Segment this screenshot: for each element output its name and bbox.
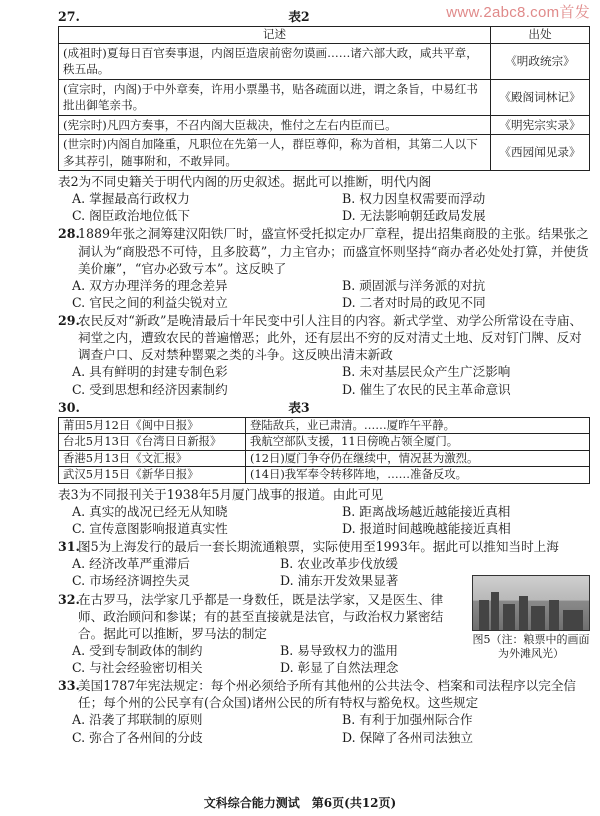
table-cell-source: 台北5月13日《台湾日日新报》 xyxy=(59,434,246,451)
option-b[interactable]: B. 权力因皇权需要而浮动 xyxy=(342,191,486,207)
table-cell-text: (宪宗时)凡四方奏事，不召内阁大臣裁决，惟付之左右内臣而已。 xyxy=(59,115,491,134)
option-a[interactable]: A. 受到专制政体的制约 xyxy=(72,642,203,658)
question-29 xyxy=(58,312,590,398)
question-31-32-block xyxy=(58,538,590,676)
table-cell-text: (12日)厦门争夺仍在继续中，情况甚为激烈。 xyxy=(246,450,590,467)
table-row xyxy=(59,450,590,467)
site-watermark: www.2abc8.com首发 xyxy=(446,4,590,21)
table-row xyxy=(59,79,590,115)
option-d[interactable]: D. 催生了农民的民主革命意识 xyxy=(342,381,511,397)
option-d[interactable]: D. 浦东开发效果显著 xyxy=(280,573,399,589)
option-d[interactable]: D. 保障了各州司法独立 xyxy=(342,729,473,745)
question-number: 33. xyxy=(58,678,80,694)
option-c[interactable]: C. 与社会经验密切相关 xyxy=(72,660,203,676)
table-title: 表3 xyxy=(288,399,310,415)
table-header: 出处 xyxy=(491,27,590,44)
table-header: 记述 xyxy=(59,27,491,44)
table-row xyxy=(59,135,590,171)
option-d[interactable]: D. 彰显了自然法理念 xyxy=(280,660,399,676)
table-3 xyxy=(58,417,590,484)
option-c[interactable]: C. 官民之间的利益尖锐对立 xyxy=(72,294,228,310)
table-row xyxy=(59,115,590,134)
question-stem: 图5为上海发行的最后一套长期流通粮票，实际使用至1993年。据此可以推知当时上海 xyxy=(78,539,559,555)
question-stem: 美国1787年宪法规定：每个州必须给予所有其他州的公共法令、档案和司法程序以完全信任；每个州的公民享有(合众国)诸州公民的所有特权与豁免权。这些规定 xyxy=(78,678,577,711)
question-number: 28. xyxy=(58,226,80,242)
table-cell-source: 武汉5月15日《新华日报》 xyxy=(59,467,246,484)
table-row xyxy=(59,43,590,79)
question-number: 27. xyxy=(58,9,80,24)
answer-options xyxy=(58,363,590,397)
option-b[interactable]: B. 顽固派与洋务派的对抗 xyxy=(342,277,486,293)
option-d[interactable]: D. 二者对时局的政见不同 xyxy=(342,294,486,310)
table-row xyxy=(59,434,590,451)
answer-options xyxy=(58,555,466,589)
question-stem: 在古罗马，法学家几乎都是一身数任，既是法学家，又是医生、律师、政治顾问和参谋；有的甚至直接就是法官，与政治权力紧密结合。据此可以推断，罗马法的制定 xyxy=(78,591,444,641)
option-a[interactable]: A. 具有鲜明的封建专制色彩 xyxy=(72,364,228,380)
figure-5 xyxy=(472,575,590,662)
table-2 xyxy=(58,26,590,171)
question-stem: 表2为不同史籍关于明代内阁的历史叙述。据此可以推断，明代内阁 xyxy=(58,174,432,190)
ration-coupon-image xyxy=(472,575,590,631)
option-b[interactable]: B. 距离战场越近越能接近真相 xyxy=(342,503,511,519)
table-cell-source: 《西园闻见录》 xyxy=(491,135,590,171)
table-cell-source: 《明政统宗》 xyxy=(491,43,590,79)
answer-options xyxy=(58,503,590,537)
table-cell-text: (成祖时)夏每日百官奏事退，内阁臣造扆前密勿谟画……诸六部大政，咸共平章，秩五品。 xyxy=(59,43,491,79)
page-footer: 文科综合能力测试 第6页(共12页) xyxy=(203,796,397,810)
question-28 xyxy=(58,225,590,311)
question-33 xyxy=(58,677,590,746)
table-title: 表2 xyxy=(288,9,310,24)
option-a[interactable]: A. 经济改革严重滞后 xyxy=(72,556,190,572)
option-b[interactable]: B. 农业改革步伐放缓 xyxy=(280,556,399,572)
table-row xyxy=(59,467,590,484)
question-30 xyxy=(58,399,590,538)
option-b[interactable]: B. 有利于加强州际合作 xyxy=(342,712,473,728)
option-a[interactable]: A. 掌握最高行政权力 xyxy=(72,191,190,207)
answer-options xyxy=(58,711,590,745)
table-cell-text: 登陆敌兵，业已肃清。……厦昨午平静。 xyxy=(246,417,590,434)
option-a[interactable]: A. 沿袭了邦联制的原则 xyxy=(72,712,203,728)
table-cell-text: 我航空部队支援，11日傍晚占领全厦门。 xyxy=(246,434,590,451)
figure-caption: 图5（注：粮票中的画面为外滩风光） xyxy=(472,633,590,661)
question-number: 31. xyxy=(58,539,80,555)
question-stem: 1889年张之洞筹建汉阳铁厂时，盛宣怀受托拟定办厂章程，提出招集商股的主张。结果张之洞认为“商股恐不可恃，且多胶葛”，力主官办；而盛宣怀则坚持“商办者必处处打算，并使货美价廉”，“官办必致亏本”。这反映了 xyxy=(78,226,589,276)
table-cell-text: (宣宗时，内阁)于中外章奏，许用小票墨书，贴各疏面以进，谓之条旨，中易红书批出御笔亲书。 xyxy=(59,79,491,115)
option-c[interactable]: C. 宣传意图影响报道真实性 xyxy=(72,521,228,537)
option-b[interactable]: B. 易导致权力的滥用 xyxy=(280,642,399,658)
table-cell-source: 《殿阁词林记》 xyxy=(491,79,590,115)
table-cell-text: (世宗时)内阁自加隆重，凡职位在先第一人，群臣尊仰，称为首相，其第二人以下多其荐引，随事附和，不敢异同。 xyxy=(59,135,491,171)
table-row xyxy=(59,417,590,434)
table-cell-source: 《明宪宗实录》 xyxy=(491,115,590,134)
option-c[interactable]: C. 阁臣政治地位低下 xyxy=(72,208,190,224)
option-c[interactable]: C. 市场经济调控失灵 xyxy=(72,573,190,589)
answer-options xyxy=(58,277,590,311)
table-cell-source: 香港5月13日《文汇报》 xyxy=(59,450,246,467)
exam-page xyxy=(58,8,590,746)
answer-options xyxy=(58,642,466,676)
question-number: 30. xyxy=(58,399,80,415)
option-a[interactable]: A. 双方办理洋务的理念差异 xyxy=(72,277,228,293)
question-32 xyxy=(58,591,466,677)
question-stem: 农民反对“新政”是晚清最后十年民变中引人注目的内容。新式学堂、劝学公所常设在寺庙、祠堂之内，遭致农民的普遍憎恶；此外，还有层出不穷的反对清丈土地、反对钉门牌、反对调查户口、反对禁种罂粟之类的斗争。这反映出清末新政 xyxy=(78,313,583,363)
table-cell-source: 莆田5月12日《闽中日报》 xyxy=(59,417,246,434)
question-stem: 表3为不同报刊关于1938年5月厦门战事的报道。由此可见 xyxy=(58,486,384,502)
question-27 xyxy=(58,8,590,224)
option-c[interactable]: C. 受到思想和经济因素制约 xyxy=(72,381,228,397)
option-a[interactable]: A. 真实的战况已经无从知晓 xyxy=(72,503,228,519)
question-number: 29. xyxy=(58,313,80,329)
option-c[interactable]: C. 弥合了各州间的分歧 xyxy=(72,729,203,745)
answer-options xyxy=(58,190,590,224)
table-cell-text: (14日)我军奉令转移阵地，……准备反攻。 xyxy=(246,467,590,484)
option-d[interactable]: D. 无法影响朝廷政局发展 xyxy=(342,208,486,224)
option-d[interactable]: D. 报道时间越晚越能接近真相 xyxy=(342,521,511,537)
question-number: 32. xyxy=(58,591,80,607)
option-b[interactable]: B. 未对基层民众产生广泛影响 xyxy=(342,364,511,380)
